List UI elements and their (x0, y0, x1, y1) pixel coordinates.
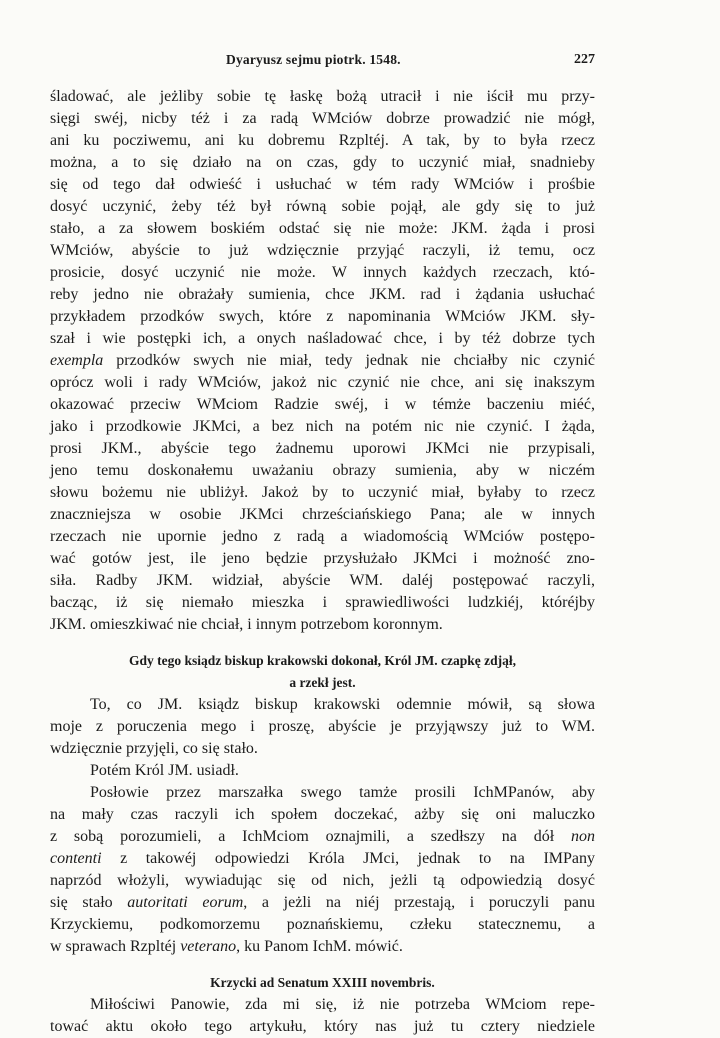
page-number: 227 (574, 52, 595, 67)
page-header (50, 52, 595, 74)
text-line: bacząc, iż się niemało mieszka i sprawiedliwości ludzkiéj, któréjby (50, 594, 595, 611)
text-line: okazować przeciw WMciom Radzie swéj, i w témże baczeniu miéć, (50, 396, 595, 413)
text-line: prosi JKM., abyście tego żadnemu uporowi JKMci nie przypisali, (50, 440, 595, 457)
text-line: JKM. omieszkiwać nie chciał, i innym potrzebom koronnym. (50, 616, 443, 633)
text-line: oprócz woli i rady WMciów, jakoż nic czynić nie chce, ani się inakszym (50, 374, 595, 391)
text-line: contenti z takowéj odpowiedzi Króla JMci, jednak to na IMPany (50, 850, 595, 867)
paragraph (50, 782, 595, 958)
spacer (50, 636, 595, 650)
heading-line: a rzekł jest. (289, 675, 356, 690)
text-line: prosicie, dosyć uczynić nie może. W innych każdych rzeczach, któ- (50, 264, 595, 281)
text-line: wdzięcznie przyjęli, co się stało. (50, 740, 258, 757)
italic-phrase: contenti (50, 850, 102, 867)
text-line: przykładem przodków swych, które z napominania WMciów JKM. sły- (50, 308, 595, 325)
italic-phrase: autoritati eorum (127, 894, 244, 911)
text-line: w sprawach Rzpltéj veterano, ku Panom IchM. mówić. (50, 938, 403, 955)
text-line: Krzyckiemu, podkomorzemu poznańskiemu, człeku statecznemu, a (50, 916, 595, 933)
spacer (50, 958, 595, 972)
text-line: szał i wie postępki ich, a onych naśladować chce, i by téż dobrze tych (50, 330, 595, 347)
italic-phrase: veterano (180, 938, 237, 955)
text-line: jeno temu doskonałemu uważaniu obrazy sumienia, aby w niczém (50, 462, 595, 479)
text-line: moje z poruczenia mego i proszę, abyście je przyjąwszy już to WM. (50, 718, 595, 735)
text-line: rzeczach nie upornie jedno z radą a wiadomością WMciów postępo- (50, 528, 595, 545)
text-line: słowu bożemu nie ubliżył. Jakoż by to uczynić miał, byłaby to rzecz (50, 484, 595, 501)
text-line: siła. Radby JKM. widział, abyście WM. daléj postępować raczyli, (50, 572, 595, 589)
text-line: się od tego dał odwieść i usłuchać w tém rady WMciów i prośbie (50, 176, 595, 193)
italic-phrase: non (571, 828, 595, 845)
text-line: na mały czas raczyli ich społem doczekać, ażby się oni maluczko (50, 806, 595, 823)
section-heading (50, 650, 595, 694)
italic-phrase: exempla (50, 352, 104, 369)
paragraph (50, 86, 595, 636)
text-line: dosyć uczynić, żeby téż był równą sobie pojął, ale gdy się to już (50, 198, 595, 215)
text-line: Posłowie przez marszałka swego tamże prosili IchMPanów, aby (90, 784, 595, 801)
text-line: exempla przodków swych nie miał, tedy jednak nie chciałby nic czynić (50, 352, 595, 369)
text-line: ani ku pocziwemu, ani ku dobremu Rzpltéj. A tak, by to była rzecz (50, 132, 595, 149)
heading-line: Gdy tego ksiądz biskup krakowski dokonał, Król JM. czapkę zdjął, (128, 653, 517, 668)
text-line: śladować, ale jeżliby sobie tę łaskę bożą utracił i nie iścił mu przy- (50, 88, 595, 105)
section-heading (50, 972, 595, 994)
text-line: jako i przodkowie JKMci, a bez nich na potém nic nie czynić. I żąda, (50, 418, 595, 435)
running-title: Dyaryusz sejmu piotrk. 1548. (226, 52, 401, 67)
paragraph (50, 994, 595, 1038)
text-line: się stało autoritati eorum, a jeżli na niéj przestają, i poruczyli panu (50, 894, 595, 911)
paragraph (50, 760, 595, 782)
text-line: można, a to się działo na on czas, gdy to uczynić miał, snadnieby (50, 154, 595, 171)
text-line: reby jedno nie obrażały sumienia, chce JKM. rad i żądania usłuchać (50, 286, 595, 303)
text-line: Miłościwi Panowie, zda mi się, iż nie potrzeba WMciom repe- (90, 996, 595, 1013)
text-line: z sobą porozumieli, a IchMciom oznajmili, a szedłszy na dół non (50, 828, 595, 845)
page-body (50, 86, 595, 1038)
text-line: Potém Król JM. usiadł. (90, 762, 239, 779)
paragraph (50, 694, 595, 760)
text-line: tować aktu około tego artykułu, który nas już tu cztery niedziele (50, 1018, 595, 1035)
text-line: znaczniejsza w osobie JKMci chrześciańskiego Pana; ale w innych (50, 506, 595, 523)
text-line: naprzód włożyli, wywiadując się od nich, jeżli tą odpowiedzią dosyć (50, 872, 595, 889)
heading-line: Krzycki ad Senatum XXIII novembris. (210, 975, 435, 990)
text-line: wać gotów jest, ile jeno będzie przysłużało JKMci i możność zno- (50, 550, 595, 567)
text-line: To, co JM. ksiądz biskup krakowski odemnie mówił, są słowa (90, 696, 595, 713)
text-line: stało, a za słowem boskiém odstać się nie może: JKM. żąda i prosi (50, 220, 595, 237)
text-line: WMciów, abyście to już wdzięcznie przyjąć raczyli, iż temu, ocz (50, 242, 595, 259)
text-line: sięgi swéj, nicby téż i za radą WMciów dobrze prowadzić nie mógł, (50, 110, 595, 127)
